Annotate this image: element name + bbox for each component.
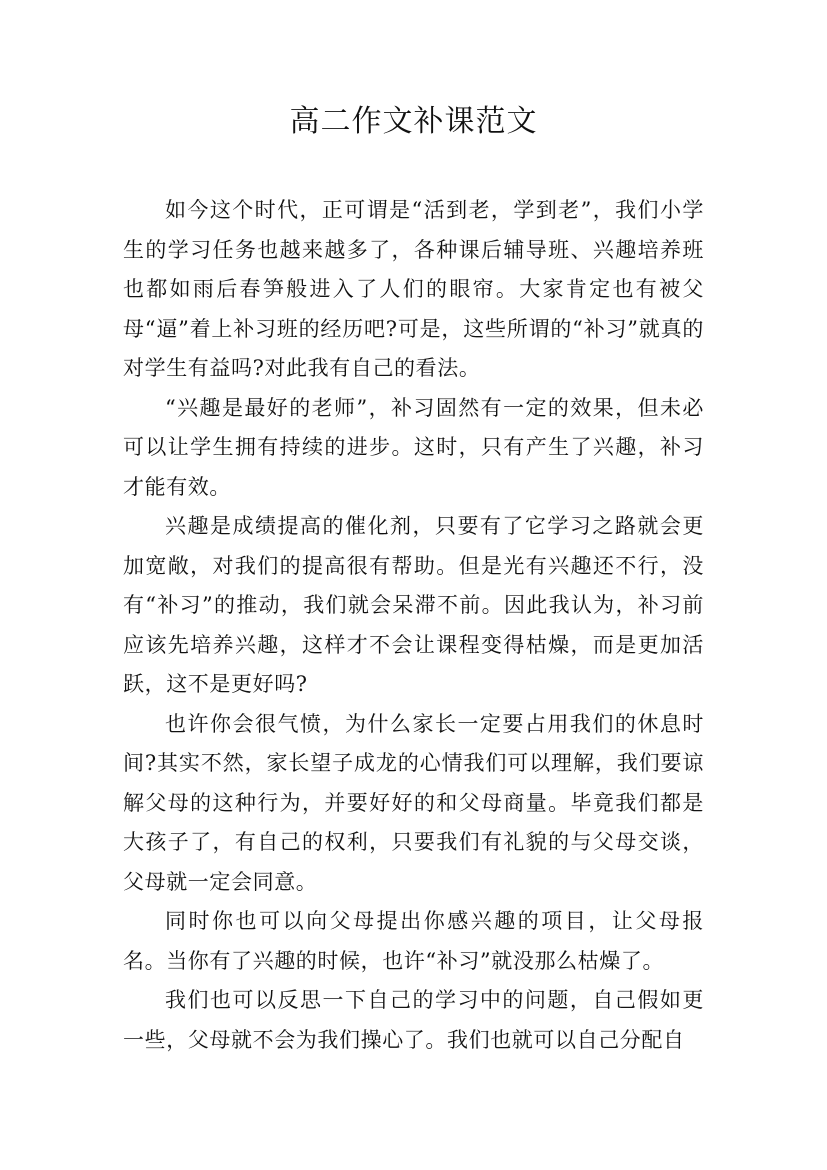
paragraph-1: 如今这个时代，正可谓是“活到老，学到老”，我们小学生的学习任务也越来越多了，各种课后辅导班、兴趣培养班也都如雨后春笋般进入了人们的眼帘。大家肯定也有被父母“逼”着上补习班的经历吧?可是，这些所谓的“补习”就真的对学生有益吗?对此我有自己的看法。: [123, 198, 704, 380]
paragraph-5: 同时你也可以向父母提出你感兴趣的项目，让父母报名。当你有了兴趣的时候，也许“补习”就没那么枯燥了。: [123, 909, 704, 973]
document-title: 高二作文补课范文: [289, 104, 538, 139]
document-body: [123, 191, 704, 1060]
paragraph-4: 也许你会很气愤，为什么家长一定要占用我们的休息时间?其实不然，家长望子成龙的心情我们可以理解，我们要谅解父母的这种行为，并要好好的和父母商量。毕竟我们都是大孩子了，有自己的权利，只要我们有礼貌的与父母交谈，父母就一定会同意。: [123, 711, 704, 894]
paragraph-6: 我们也可以反思一下自己的学习中的问题，自己假如更一些，父母就不会为我们操心了。我们也就可以自己分配自: [123, 988, 704, 1052]
paragraph-3: 兴趣是成绩提高的催化剂，只要有了它学习之路就会更加宽敞，对我们的提高很有帮助。但是光有兴趣还不行，没有“补习”的推动，我们就会呆滞不前。因此我认为，补习前应该先培养兴趣，这样才不会让课程变得枯燥，而是更加活跃，这不是更好吗?: [123, 514, 704, 696]
paragraph-2: “兴趣是最好的老师”，补习固然有一定的效果，但未必可以让学生拥有持续的进步。这时，只有产生了兴趣，补习才能有效。: [123, 395, 704, 499]
